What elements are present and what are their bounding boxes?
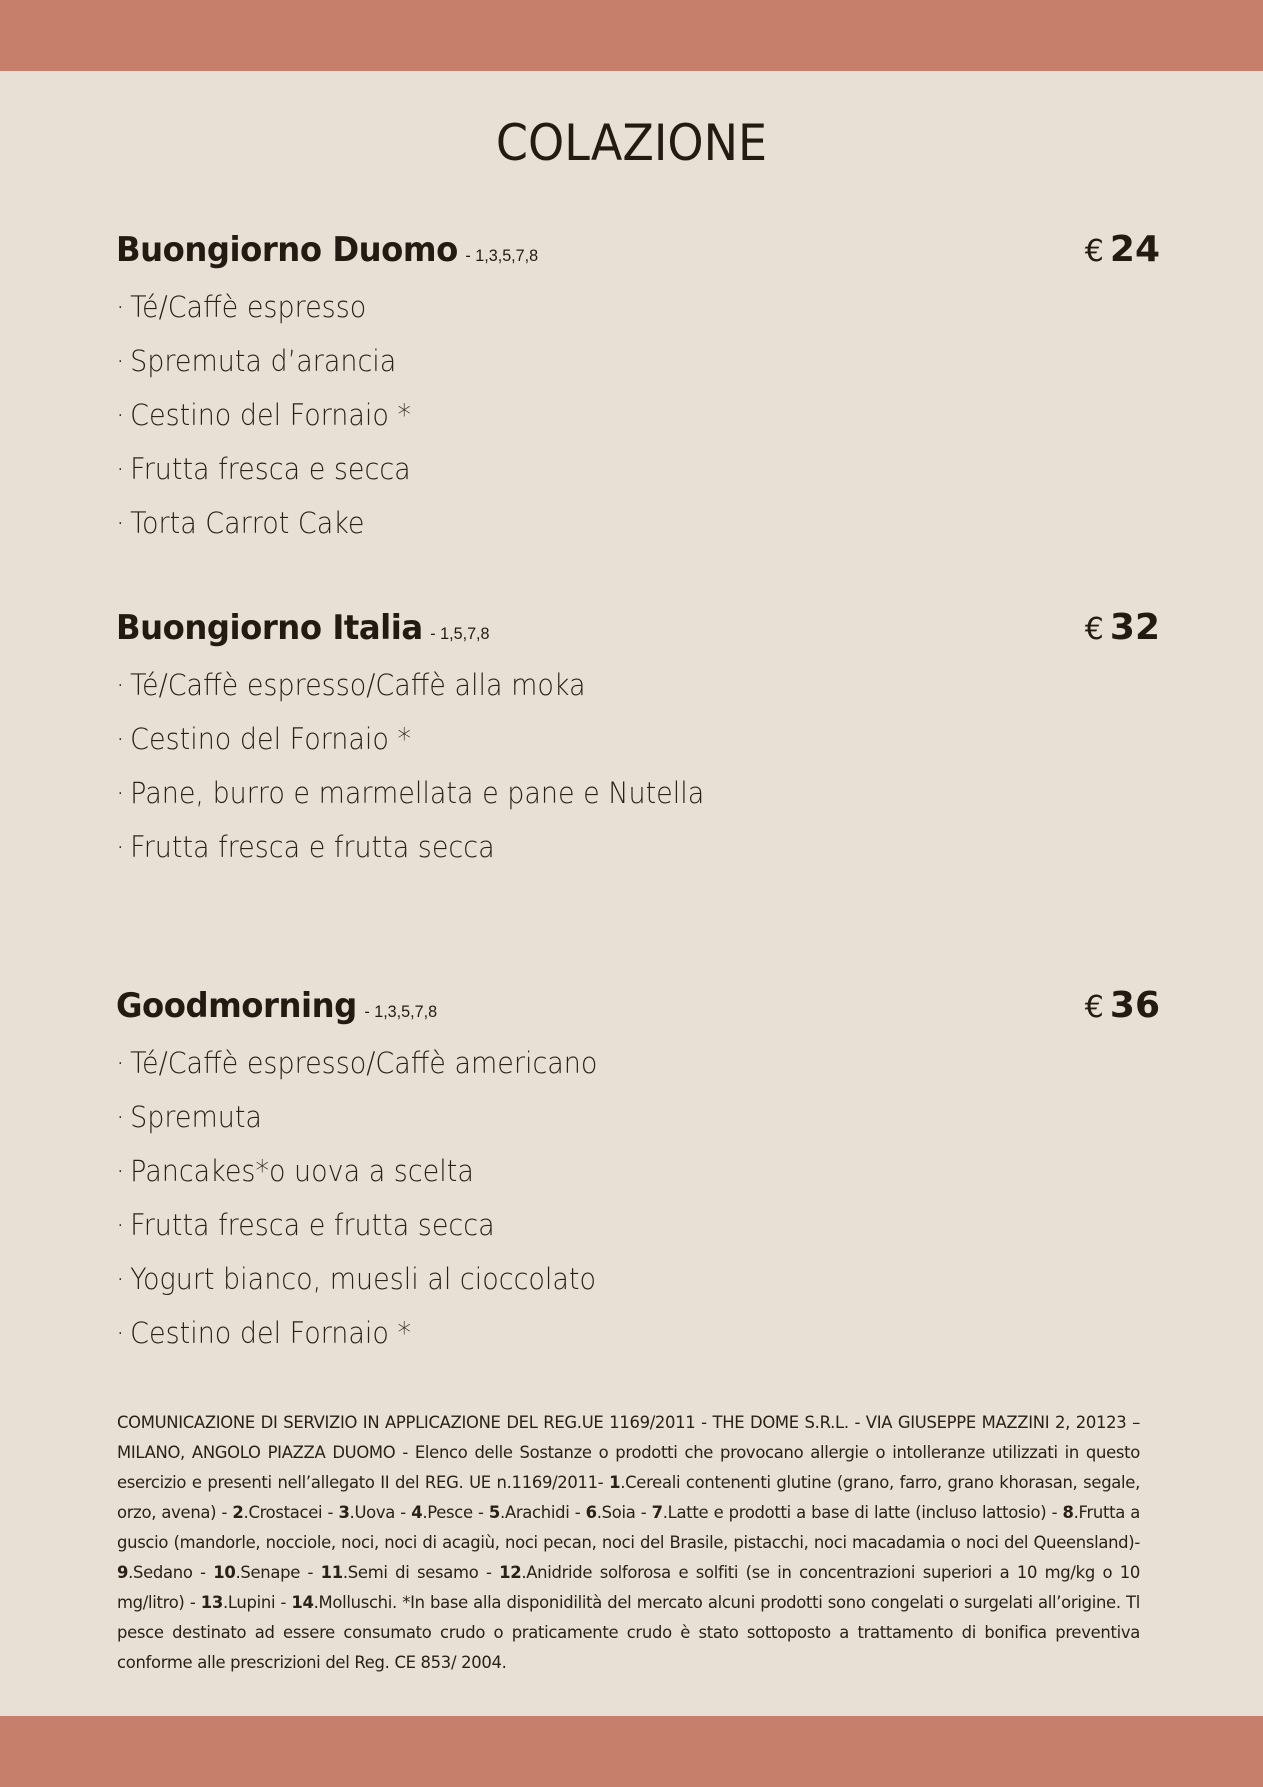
section-name: Buongiorno Duomo [116,230,458,270]
item-text: Cestino del Fornaio * [130,722,411,756]
item-text: Pane, burro e marmellata e pane e Nutella [130,776,705,810]
section-title [116,606,490,656]
menu-section-buongiorno-italia [116,606,1160,874]
bullet-icon: · [116,506,125,540]
allergen-text: .Pesce - [422,1503,489,1522]
allergen-number: 12 [499,1563,522,1582]
allergen-number: 2 [232,1503,244,1522]
bullet-icon: · [116,668,125,702]
list-item [116,658,1087,712]
section-price [1085,984,1160,1034]
item-text: Spremuta d’arancia [130,344,397,378]
item-list [116,280,1160,550]
bottom-decorative-band [0,1716,1263,1787]
bullet-icon: · [116,830,125,864]
list-item [116,1252,1087,1306]
section-title [116,984,437,1034]
item-text: Té/Caffè espresso [130,290,367,324]
list-item [116,766,1087,820]
section-name: Buongiorno Italia [116,608,423,648]
allergen-text: .Frutta a guscio (mandorle, nocciole, noci, noci di acagiù, noci pecan, noci del Brasile, pistacchi, noci macadamia o noci del Queensland)- [117,1503,1141,1552]
allergen-text: .Uova - [349,1503,412,1522]
list-item [116,712,1087,766]
bullet-icon: · [116,290,125,324]
bullet-icon: · [116,1262,125,1296]
allergen-text: .Semi di sesamo - [342,1563,500,1582]
euro-icon: € [1084,612,1104,647]
allergen-number: 5 [488,1503,501,1522]
item-text: Té/Caffè espresso/Caffè alla moka [130,668,586,702]
item-text: Torta Carrot Cake [130,506,365,540]
bullet-icon: · [116,344,125,378]
section-price [1085,228,1160,278]
menu-section-buongiorno-duomo [116,228,1160,550]
allergen-number: 7 [651,1503,663,1522]
item-text: Yogurt bianco, muesli al cioccolato [130,1262,597,1296]
allergen-number: 11 [320,1563,343,1582]
menu-section-goodmorning [116,984,1160,1360]
allergen-number: 4 [411,1503,423,1522]
item-text: Cestino del Fornaio * [130,1316,411,1350]
list-item [116,334,1087,388]
price-amount: 36 [1109,985,1160,1026]
bullet-icon: · [116,1208,125,1242]
allergen-text: .Molluschi. [313,1593,403,1612]
list-item [116,1036,1087,1090]
allergen-number: 14 [291,1593,314,1612]
section-title [116,228,538,278]
bullet-icon: · [116,1316,125,1350]
allergen-number: 1 [609,1473,621,1492]
top-decorative-band [0,0,1263,71]
allergen-text: .Crostacei - [243,1503,339,1522]
price-amount: 32 [1109,607,1160,648]
bullet-icon: · [116,776,125,810]
list-item [116,1090,1087,1144]
allergen-codes: - 1,3,5,7,8 [364,1002,438,1021]
list-item [116,388,1087,442]
allergen-text: .Latte e prodotti a base di latte (incluso lattosio) - [662,1503,1063,1522]
bullet-icon: · [116,1046,125,1080]
allergen-number: 6 [585,1503,597,1522]
list-item [116,496,1087,550]
allergen-text: .Sedano - [128,1563,214,1582]
item-text: Spremuta [130,1100,262,1134]
list-item [116,1306,1087,1360]
item-text: Pancakes*o uova a scelta [130,1154,474,1188]
list-item [116,1144,1087,1198]
item-list [116,658,1160,874]
euro-icon: € [1084,990,1104,1025]
notice-intro: COMUNICAZIONE DI SERVIZIO IN APPLICAZIONE DEL REG.UE 1169/2011 - THE DOME S.R.L. - VIA GIUSEPPE MAZZINI 2, 20123 – MILANO, ANGOLO PIAZZA DUOMO - Elenco delle Sostanze o prodotti che provocano allergie o intolleranze utilizzati in questo esercizio e presenti nell’allegato II del REG. UE n.1169/2011- [117,1413,1140,1492]
section-header [116,984,1160,1036]
notice-outro: *In base alla disponidilità del mercato alcuni prodotti sono congelati o surgelati all’origine. Tl pesce destinato ad essere consumato crudo o praticamente crudo è stato sottoposto a trattamento di bonifica preventiva conforme alle prescrizioni del Reg. CE 853/ 2004. [117,1593,1140,1672]
item-text: Frutta fresca e frutta secca [130,830,495,864]
list-item [116,1198,1087,1252]
section-header [116,228,1160,280]
allergen-text: .Senape - [235,1563,321,1582]
allergen-text: .Arachidi - [500,1503,586,1522]
section-name: Goodmorning [116,986,357,1026]
item-text: Frutta fresca e frutta secca [130,1208,495,1242]
allergen-text: .Anidride solforosa e solfiti (se in concentrazioni superiori a 10 mg/kg o 10 mg/litro) - [117,1563,1140,1612]
item-list [116,1036,1160,1360]
price-amount: 24 [1109,229,1160,270]
allergen-codes: - 1,3,5,7,8 [465,246,539,265]
bullet-icon: · [116,722,125,756]
allergen-codes: - 1,5,7,8 [430,624,490,643]
allergen-number: 10 [213,1563,236,1582]
section-price [1085,606,1160,656]
allergen-number: 9 [117,1563,129,1582]
page-title: COLAZIONE [495,114,768,172]
list-item [116,280,1087,334]
bullet-icon: · [116,398,125,432]
bullet-icon: · [116,1154,125,1188]
bullet-icon: · [116,452,125,486]
allergen-number: 3 [338,1503,350,1522]
allergen-legal-notice [117,1408,1140,1678]
item-text: Cestino del Fornaio * [130,398,411,432]
bullet-icon: · [116,1100,125,1134]
euro-icon: € [1084,234,1104,269]
allergen-number: 8 [1062,1503,1074,1522]
item-text: Té/Caffè espresso/Caffè americano [130,1046,598,1080]
allergen-number: 13 [200,1593,223,1612]
allergen-text: .Cereali contenenti glutine (grano, farro, grano khorasan, segale, orzo, avena) - [117,1473,1140,1522]
item-text: Frutta fresca e secca [130,452,411,486]
allergen-text: .Soia - [596,1503,652,1522]
allergen-text: .Lupini - [222,1593,292,1612]
list-item [116,442,1087,496]
section-header [116,606,1160,658]
list-item [116,820,1087,874]
